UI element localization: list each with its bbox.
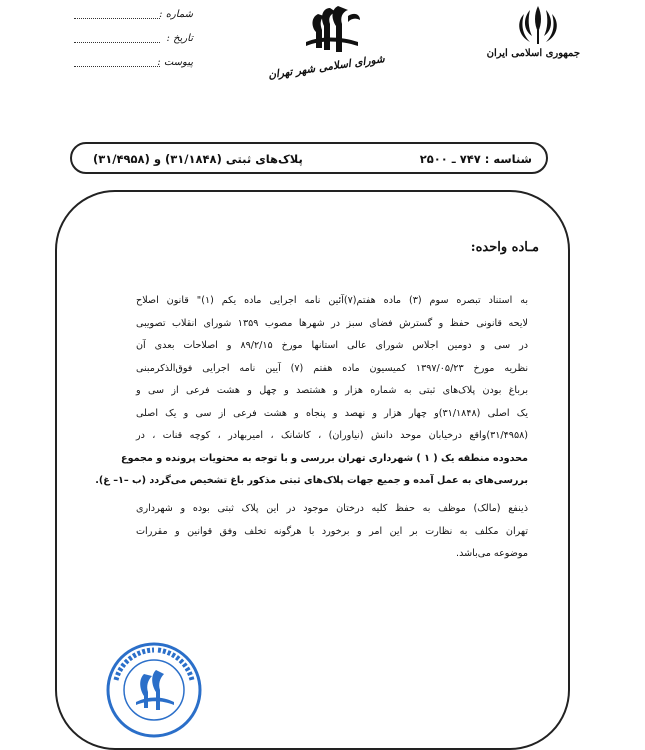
article-line: در سی و دومین اجلاس شورای عالی استانها مورخ ۸۹/۲/۱۵ و اصلاحات بعدی آن [136, 340, 528, 351]
meta-number-label: شماره : [159, 9, 193, 20]
council-logo-icon [300, 2, 364, 60]
meta-number [74, 9, 193, 20]
emblem-caption: جمهوری اسلامی ایران [486, 48, 580, 59]
article-line: لایحه قانونی حفظ و گسترش فضای سبز در شهرها مصوب ۱۳۵۹ شورای انقلاب تصویبی [136, 317, 529, 329]
meta-attachment [74, 57, 193, 68]
closing-line: تهران مکلف به نظارت بر این امر و برخورد با هرگونه تخلف وفق قوانین و مقررات [136, 525, 528, 537]
meta-attachment-dots [74, 59, 160, 67]
meta-date [74, 33, 193, 44]
article-paragraph [95, 290, 529, 493]
closing-line: موضوعه می‌باشد. [456, 548, 528, 559]
article-line: یک اصلی (۳۱/۱۸۴۸)و چهار هزار و نهصد و پنجاه و هشت فرعی از سی و یک اصلی [136, 407, 529, 419]
stamp-icon [104, 640, 204, 740]
meta-date-label: تاریخ : [166, 33, 193, 44]
emblem-icon [508, 2, 568, 48]
article-line: به استناد تبصره سوم (۳) ماده هفتم(۷)آئین نامه اجرایی ماده یکم (۱)" قانون اصلاح [136, 295, 529, 306]
plate-title: پلاک‌های ثبتی (۳۱/۱۸۴۸) و (۳۱/۴۹۵۸) [93, 152, 303, 166]
council-logo [300, 2, 364, 60]
meta-attachment-label: پیوست : [157, 57, 193, 68]
article-line-emphasis: محدوده منطقه یک ( ۱ ) شهرداری تهران بررسی و با توجه به محتویات پرونده و مجموع [121, 452, 528, 464]
meta-date-dots [74, 35, 160, 43]
article-title: مـاده واحده: [470, 240, 539, 255]
council-stamp [104, 640, 204, 740]
article-line: نظریه مورخ ۱۳۹۷/۰۵/۲۳ کمیسیون ماده هفتم (۷) آیین نامه اجرایی فوق‌الذکرمبنی [136, 362, 528, 374]
meta-number-dots [74, 11, 160, 19]
closing-line: ذینفع (مالک) موظف به حفظ کلیه درختان موجود در این پلاک ثبتی بوده و شهرداری [136, 503, 528, 514]
article-line: (۳۱/۴۹۵۸)واقع درخیابان موحد دانش (نیاوران) ، کاشانک ، امیربهادر ، کوچه قنات ، در [136, 430, 528, 441]
plate-id: شناسه : ۷۴۷ ـ ۲۵۰۰ [419, 152, 532, 166]
article-line-emphasis: بررسی‌های به عمل آمده و جمیع جهات پلاک‌های ثبتی مذکور باغ تشخیص می‌گردد (ب –۱– غ). [95, 475, 528, 486]
closing-paragraph [136, 498, 528, 566]
council-caption: شورای اسلامی شهر تهران [267, 53, 386, 82]
article-line: برباغ بودن پلاک‌های ثبتی به شماره هزار و هشتصد و چهل و هشت فرعی از سی و [136, 385, 528, 396]
